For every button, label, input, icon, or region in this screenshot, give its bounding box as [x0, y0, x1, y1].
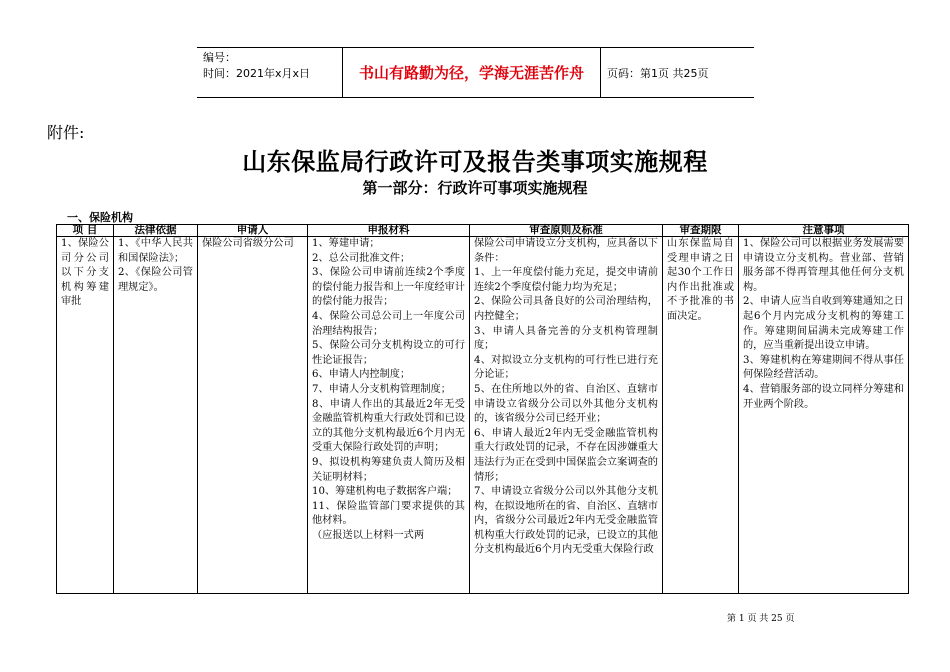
- cell-paragraph: 3、筹建机构在筹建期间不得从事任何保险经营活动。: [743, 354, 904, 381]
- cell-paragraph: 10、筹建机构电子数据客户端；: [312, 486, 458, 498]
- document-subtitle: 第一部分：行政许可事项实施规程: [362, 179, 588, 197]
- cell-paragraph: 6、申请人内控制度；: [312, 369, 411, 381]
- cell-item: [57, 237, 114, 594]
- table-row: [57, 237, 909, 594]
- header-item: 项 目: [57, 225, 114, 237]
- cell-review-principles: [470, 237, 663, 594]
- cell-review-period: [663, 237, 739, 594]
- cell-paragraph: 2、申请人应当自收到筹建通知之日起6个月内完成分支机构的筹建工作。筹建期间届满未完成筹建工作的，应当重新提出设立申请。: [743, 296, 904, 352]
- header-materials: 申报材料: [308, 225, 470, 237]
- cell-paragraph: 山东保监局自受理申请之日起30个工作日内作出批准或不予批准的书面决定。: [667, 238, 734, 322]
- cell-paragraph: 3、申请人具备完善的分支机构管理制度；: [474, 325, 658, 352]
- header-motto: 书山有路勤为径，学海无涯苦作舟: [343, 48, 601, 97]
- cell-legal-basis: [114, 237, 198, 594]
- cell-paragraph: 2、保险公司具备良好的公司治理结构，内控健全；: [474, 296, 658, 322]
- regulation-table: [56, 224, 909, 594]
- cell-materials: [308, 237, 470, 594]
- number-label: 编号：: [203, 51, 236, 64]
- cell-paragraph: 1、保险公司分公司以下分支机构筹建审批: [61, 238, 109, 308]
- cell-paragraph: 5、保险公司分支机构设立的可行性论证报告；: [312, 340, 465, 366]
- header-legal-basis: 法律依据: [114, 225, 198, 237]
- cell-paragraph: 4、营销服务部的设立同样分筹建和开业两个阶段。: [743, 383, 904, 410]
- time-label: 时间：2021年x月x日: [203, 67, 311, 80]
- cell-paragraph: 1、保险公司可以根据业务发展需要申请设立分支机构。营业部、营销服务部不得再管理其他任何分支机构。: [743, 238, 904, 293]
- cell-paragraph: 7、申请设立省级分公司以外其他分支机构，在拟设地所在的省、自治区、直辖市内，省级分公司最近2年内无受金融监管机构重大行政处罚的记录，已设立的其他分支机构最近6个月内无受重大保险行政: [474, 486, 658, 556]
- cell-paragraph: （应报送以上材料一式两: [312, 529, 425, 541]
- page-header: [197, 47, 754, 98]
- cell-paragraph: 6、申请人最近2年内无受金融监管机构重大行政处罚的记录，不存在因涉嫌重大违法行为正在受到中国保监会立案调查的情形；: [474, 427, 658, 483]
- cell-paragraph: 4、保险公司总公司上一年度公司治理结构报告；: [312, 310, 465, 337]
- document-title: 山东保监局行政许可及报告类事项实施规程: [242, 148, 708, 176]
- header-applicant: 申请人: [198, 225, 308, 237]
- header-review-period: 审查期限: [663, 225, 739, 237]
- cell-paragraph: 1、《中华人民共和国保险法》；: [118, 238, 193, 264]
- cell-paragraph: 4、对拟设立分支机构的可行性已进行充分论证；: [474, 354, 658, 381]
- header-notes: 注意事项: [739, 225, 909, 237]
- table-header-row: [57, 225, 909, 237]
- section-title: 一、保险机构: [67, 211, 133, 224]
- cell-paragraph: 2、《保险公司管理规定》。: [118, 267, 193, 293]
- cell-paragraph: 保险公司申请设立分支机构，应具备以下条件：: [474, 238, 658, 264]
- attachment-label: 附件:: [47, 123, 85, 142]
- cell-paragraph: 5、在住所地以外的省、自治区、直辖市申请设立省级分公司以外其他分支机构的，该省级分公司已经开业；: [474, 383, 658, 425]
- cell-paragraph: 保险公司省级分公司: [202, 238, 294, 249]
- cell-paragraph: 9、拟设机构筹建负责人简历及相关证明材料；: [312, 456, 465, 483]
- cell-paragraph: 2、总公司批准文件；: [312, 252, 411, 264]
- cell-paragraph: 3、保险公司申请前连续2个季度的偿付能力报告和上一年度经审计的偿付能力报告；: [312, 267, 465, 308]
- header-info: [197, 48, 343, 97]
- page-footer: 第 1 页 共 25 页: [727, 614, 795, 624]
- cell-paragraph: 11、保险监管部门要求提供的其他材料。: [312, 500, 465, 527]
- cell-paragraph: 7、申请人分支机构管理制度；: [312, 383, 451, 395]
- header-page-label: 页码：第1页 共25页: [607, 66, 709, 80]
- cell-paragraph: 1、上一年度偿付能力充足，提交申请前连续2个季度偿付能力均为充足；: [474, 267, 658, 293]
- cell-paragraph: 8、申请人作出的其最近2年无受金融监管机构重大行政处罚和已设立的其他分支机构最近6个月内无受重大保险行政处罚的声明；: [312, 398, 465, 454]
- cell-notes: [739, 237, 909, 594]
- cell-paragraph: 1、筹建申请；: [312, 238, 380, 249]
- cell-applicant: [198, 237, 308, 594]
- header-review-principles: 审查原则及标准: [470, 225, 663, 237]
